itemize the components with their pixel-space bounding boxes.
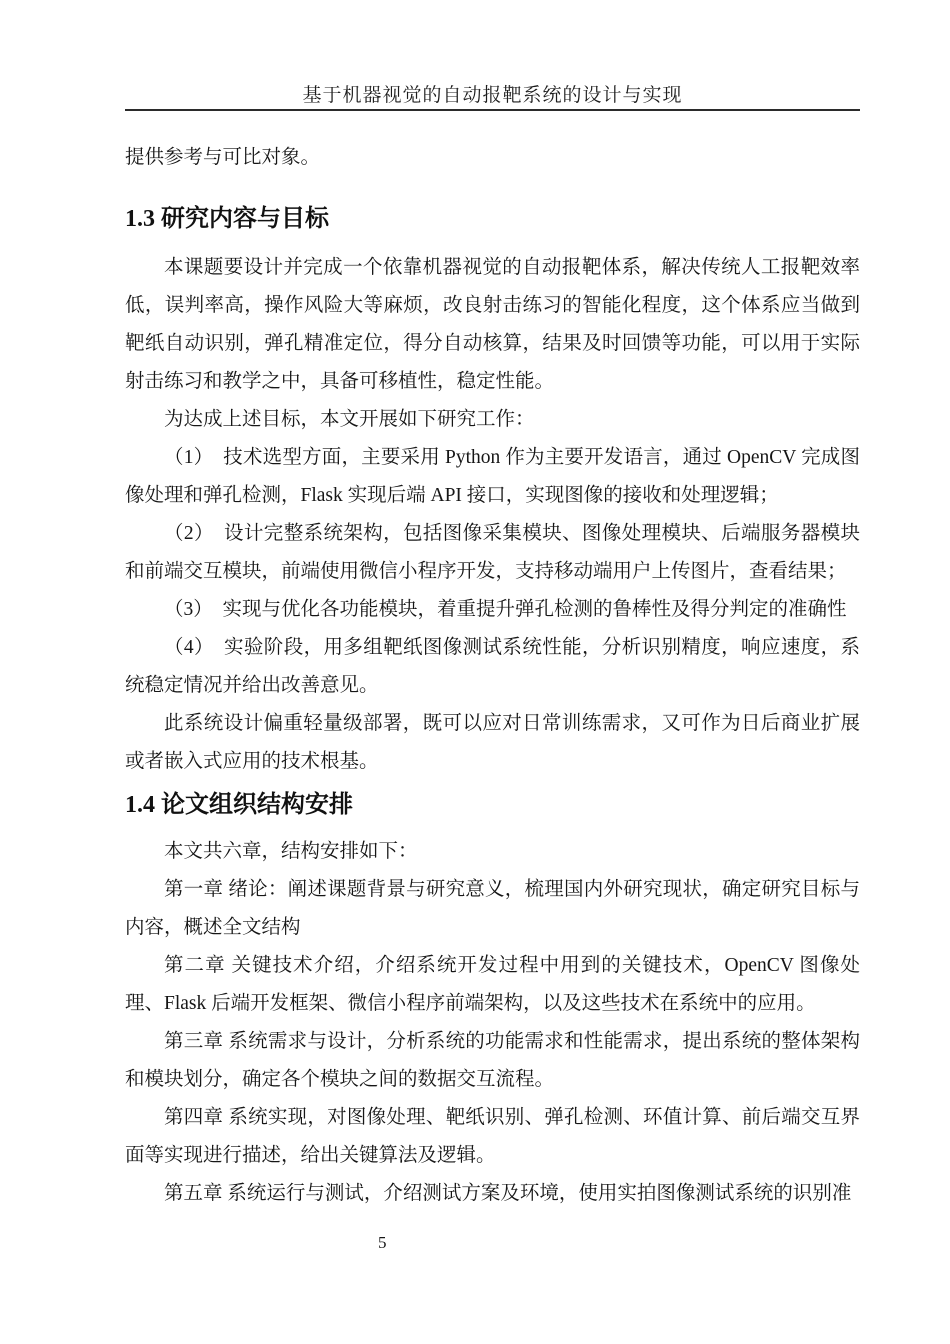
chapter-summary-2: 第二章 关键技术介绍，介绍系统开发过程中用到的关键技术，OpenCV 图像处理、Flask 后端开发框架、微信小程序前端架构，以及这些技术在系统中的应用。 bbox=[125, 955, 860, 1014]
page-number: 5 bbox=[378, 1233, 387, 1252]
list-item-4: （4） 实验阶段，用多组靶纸图像测试系统性能，分析识别精度，响应速度，系统稳定情况并给出改善意见。 bbox=[125, 637, 860, 696]
section-heading-1-4: 1.4 论文组织结构安排 bbox=[125, 792, 353, 818]
list-item-3: （3） 实现与优化各功能模块，着重提升弹孔检测的鲁棒性及得分判定的准确性 bbox=[164, 599, 847, 620]
chapter-summary-4: 第四章 系统实现，对图像处理、靶纸识别、弹孔检测、环值计算、前后端交互界面等实现进行描述，给出关键算法及逻辑。 bbox=[125, 1107, 860, 1166]
paragraph: 本课题要设计并完成一个依靠机器视觉的自动报靶体系，解决传统人工报靶效率低，误判率高，操作风险大等麻烦，改良射击练习的智能化程度，这个体系应当做到靶纸自动识别，弹孔精准定位，得分自动核算，结果及时回馈等功能，可以用于实际射击练习和教学之中，具备可移植性，稳定性能。 bbox=[125, 257, 860, 392]
document-body bbox=[125, 139, 860, 1213]
text-column bbox=[125, 0, 860, 1213]
paragraph: 此系统设计偏重轻量级部署，既可以应对日常训练需求，又可作为日后商业扩展或者嵌入式应用的技术根基。 bbox=[125, 713, 860, 772]
chapter-summary-5: 第五章 系统运行与测试，介绍测试方案及环境，使用实拍图像测试系统的识别准 bbox=[164, 1183, 852, 1204]
list-item-2: （2） 设计完整系统架构，包括图像采集模块、图像处理模块、后端服务器模块和前端交互模块，前端使用微信小程序开发，支持移动端用户上传图片，查看结果； bbox=[125, 523, 860, 582]
list-item-1: （1） 技术选型方面，主要采用 Python 作为主要开发语言，通过 OpenCV 完成图像处理和弹孔检测，Flask 实现后端 API 接口，实现图像的接收和处理逻辑； bbox=[125, 447, 860, 506]
paragraph: 本文共六章，结构安排如下： bbox=[164, 841, 418, 862]
paragraph: 为达成上述目标，本文开展如下研究工作： bbox=[164, 409, 535, 430]
running-header bbox=[125, 0, 860, 111]
running-header-title: 基于机器视觉的自动报靶系统的设计与实现 bbox=[302, 85, 683, 106]
section-heading-1-3: 1.3 研究内容与目标 bbox=[125, 206, 329, 232]
chapter-summary-3: 第三章 系统需求与设计，分析系统的功能需求和性能需求，提出系统的整体架构和模块划分，确定各个模块之间的数据交互流程。 bbox=[125, 1031, 860, 1090]
chapter-summary-1: 第一章 绪论：阐述课题背景与研究意义，梳理国内外研究现状，确定研究目标与内容，概述全文结构 bbox=[125, 879, 860, 938]
paragraph-continuation: 提供参考与可比对象。 bbox=[125, 147, 321, 168]
